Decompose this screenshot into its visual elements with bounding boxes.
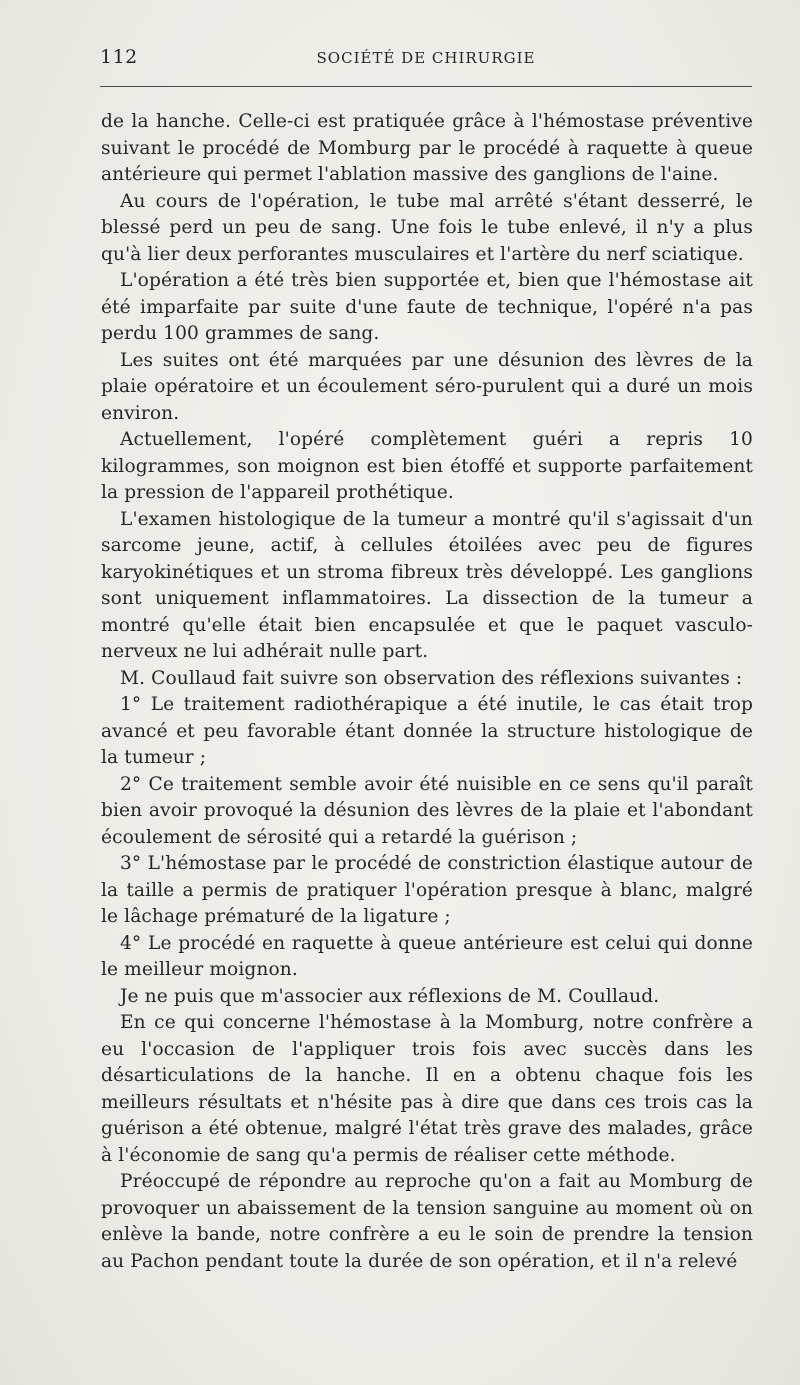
paragraph: Les suites ont été marquées par une désunion des lèvres de la plaie opératoire et un écoulement séro-purulent qui a duré un mois environ.	[101, 349, 753, 424]
paragraph: M. Coullaud fait suivre son observation des réflexions suivantes :	[120, 667, 743, 689]
paragraph: 2° Ce traitement semble avoir été nuisible en ce sens qu'il paraît bien avoir provoqué la désunion des lèvres de la plaie et l'abondant écoulement de sérosité qui a retardé la guérison ;	[101, 773, 753, 848]
paragraph: Actuellement, l'opéré complètement guéri a repris 10 kilogrammes, son moignon est bien étoffé et supporte parfaitement la pression de l'appareil prothétique.	[101, 429, 753, 503]
paragraph: L'opération a été très bien supportée et, bien que l'hémostase ait été imparfaite par suite d'une faute de technique, l'opéré n'a pas perdu 100 grammes de sang.	[101, 270, 753, 344]
paragraph: Préoccupé de répondre au reproche qu'on a fait au Momburg de provoquer un abaissement de la tension sanguine au moment où on enlève la bande, notre confrère a eu le soin de prendre la tension au Pachon pendant toute la durée de son opération, et il n'a relevé	[101, 1171, 753, 1272]
paragraph: 4° Le procédé en raquette à queue antérieure est celui qui donne le meilleur moignon.	[101, 932, 753, 980]
paragraph: L'examen histologique de la tumeur a montré qu'il s'agissait d'un sarcome jeune, actif, à cellules étoilées avec peu de figures karyokinétiques et un stroma fibreux très développé. Les ganglions sont uniquement inflammatoires. La dissection de la tumeur a montré qu'elle était bien encapsulée et que le paquet vasculo-nerveux ne lui adhérait nulle part.	[101, 508, 753, 662]
paragraph: 1° Le traitement radiothérapique a été inutile, le cas était trop avancé et peu favorable étant donnée la structure histologique de la tumeur ;	[101, 694, 753, 768]
paragraph: Au cours de l'opération, le tube mal arrêté s'étant desserré, le blessé perd un peu de sang. Une fois le tube enlevé, il n'y a plus qu'à lier deux perforantes musculaires et l'artère du nerf sciatique.	[101, 190, 753, 265]
page-number: 112	[100, 46, 138, 68]
running-head: SOCIÉTÉ DE CHIRURGIE	[316, 49, 536, 67]
header-rule	[100, 86, 752, 87]
paragraph: 3° L'hémostase par le procédé de constriction élastique autour de la taille a permis de pratiquer l'opération presque à blanc, malgré le lâchage prématuré de la ligature ;	[101, 853, 753, 927]
body-text	[101, 109, 753, 1275]
paragraph: Je ne puis que m'associer aux réflexions de M. Coullaud.	[120, 985, 660, 1007]
page-header	[100, 44, 752, 74]
paragraph: de la hanche. Celle-ci est pratiquée grâce à l'hémostase préventive suivant le procédé de Momburg par le procédé à raquette à queue antérieure qui permet l'ablation massive des ganglions de l'aine.	[101, 111, 753, 185]
paragraph: En ce qui concerne l'hémostase à la Momburg, notre confrère a eu l'occasion de l'appliquer trois fois avec succès dans les désarticulations de la hanche. Il en a obtenu chaque fois les meilleurs résultats et n'hésite pas à dire que dans ces trois cas la guérison a été obtenue, malgré l'état très grave des malades, grâce à l'économie de sang qu'a permis de réaliser cette méthode.	[101, 1012, 753, 1166]
